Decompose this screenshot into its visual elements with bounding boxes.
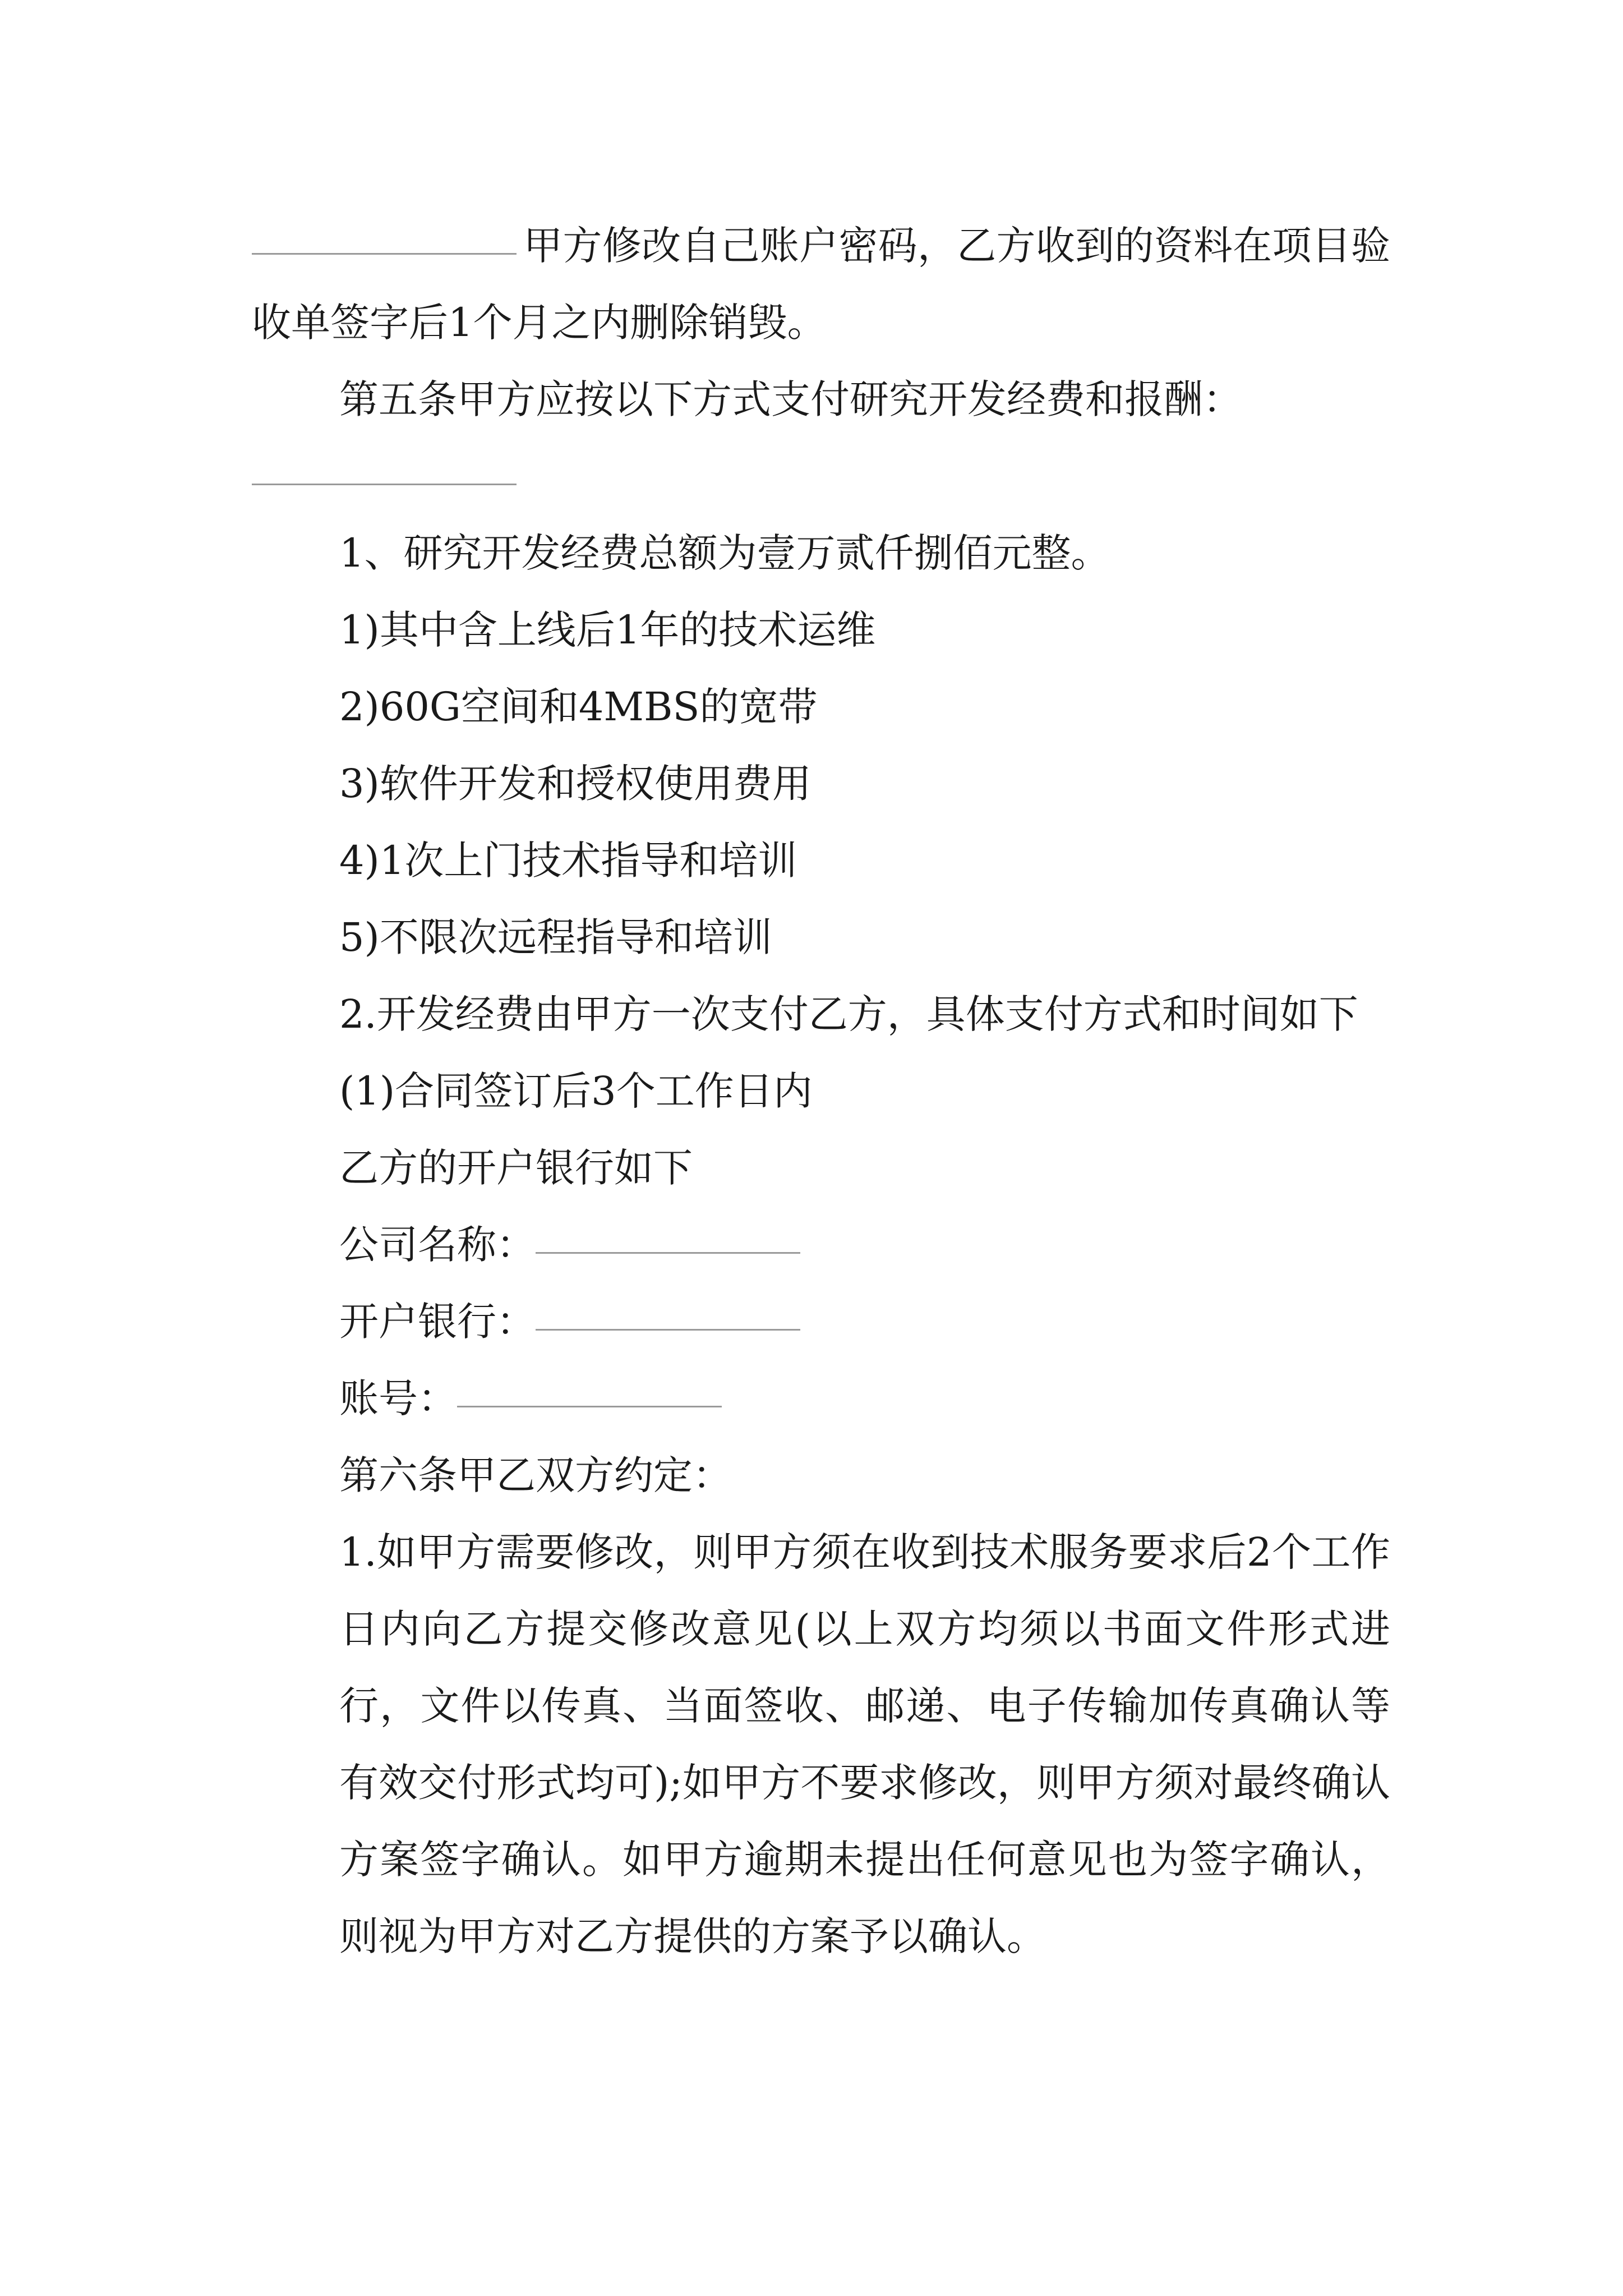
company-name-label: 公司名称：	[339, 1222, 536, 1268]
list-item: 2)60G空间和4MBS的宽带	[339, 684, 818, 730]
clause-six-heading: 第六条甲乙双方约定：	[339, 1452, 732, 1498]
fill-blank	[536, 1328, 800, 1331]
fill-blank	[252, 252, 517, 255]
payment-method-paragraph: 2.开发经费由甲方一次支付乙方，具体支付方式和时间如下	[339, 991, 1358, 1037]
list-item: 5)不限次远程指导和培训	[339, 914, 772, 960]
account-number-line	[252, 1360, 1390, 1437]
modification-paragraph: 1.如甲方需要修改，则甲方须在收到技术服务要求后2个工作日内向乙方提交修改意见(以上双方均须以书面文件形式进行，文件以传真、当面签收、邮递、电子传输加传真确认等有效交付形式均可);如甲方不要求修改，则甲方须对最终确认方案签字确认。如甲方逾期未提出任何意见也为签字确认，则视为甲方对乙方提供的方案予以确认。	[339, 1529, 1390, 1959]
company-name-line	[252, 1207, 1390, 1283]
funding-total: 1、研究开发经费总额为壹万贰仟捌佰元整。	[339, 530, 1110, 576]
bank-info-heading: 乙方的开户银行如下	[339, 1145, 693, 1191]
paragraph-text: 甲方修改自己账户密码，乙方收到的资料在项目验收单签字后1个月之内删除销毁。	[252, 223, 1390, 346]
bank-name-line	[252, 1283, 1390, 1360]
fill-blank	[536, 1251, 800, 1254]
document-body	[252, 208, 1390, 1975]
blank-line	[252, 438, 1390, 515]
account-number-label: 账号：	[339, 1375, 457, 1421]
list-item: 4)1次上门技术指导和培训	[339, 838, 797, 884]
fill-blank	[252, 483, 517, 485]
bank-name-label: 开户银行：	[339, 1299, 536, 1345]
paragraph-account-password	[252, 208, 1390, 361]
list-item: 1)其中含上线后1年的技术运维	[339, 607, 876, 653]
fill-blank	[457, 1405, 722, 1407]
list-item: 3)软件开发和授权使用费用	[339, 761, 811, 807]
payment-deadline: (1)合同签订后3个工作日内	[339, 1068, 813, 1114]
clause-five-heading: 第五条甲方应按以下方式支付研究开发经费和报酬：	[339, 376, 1242, 422]
